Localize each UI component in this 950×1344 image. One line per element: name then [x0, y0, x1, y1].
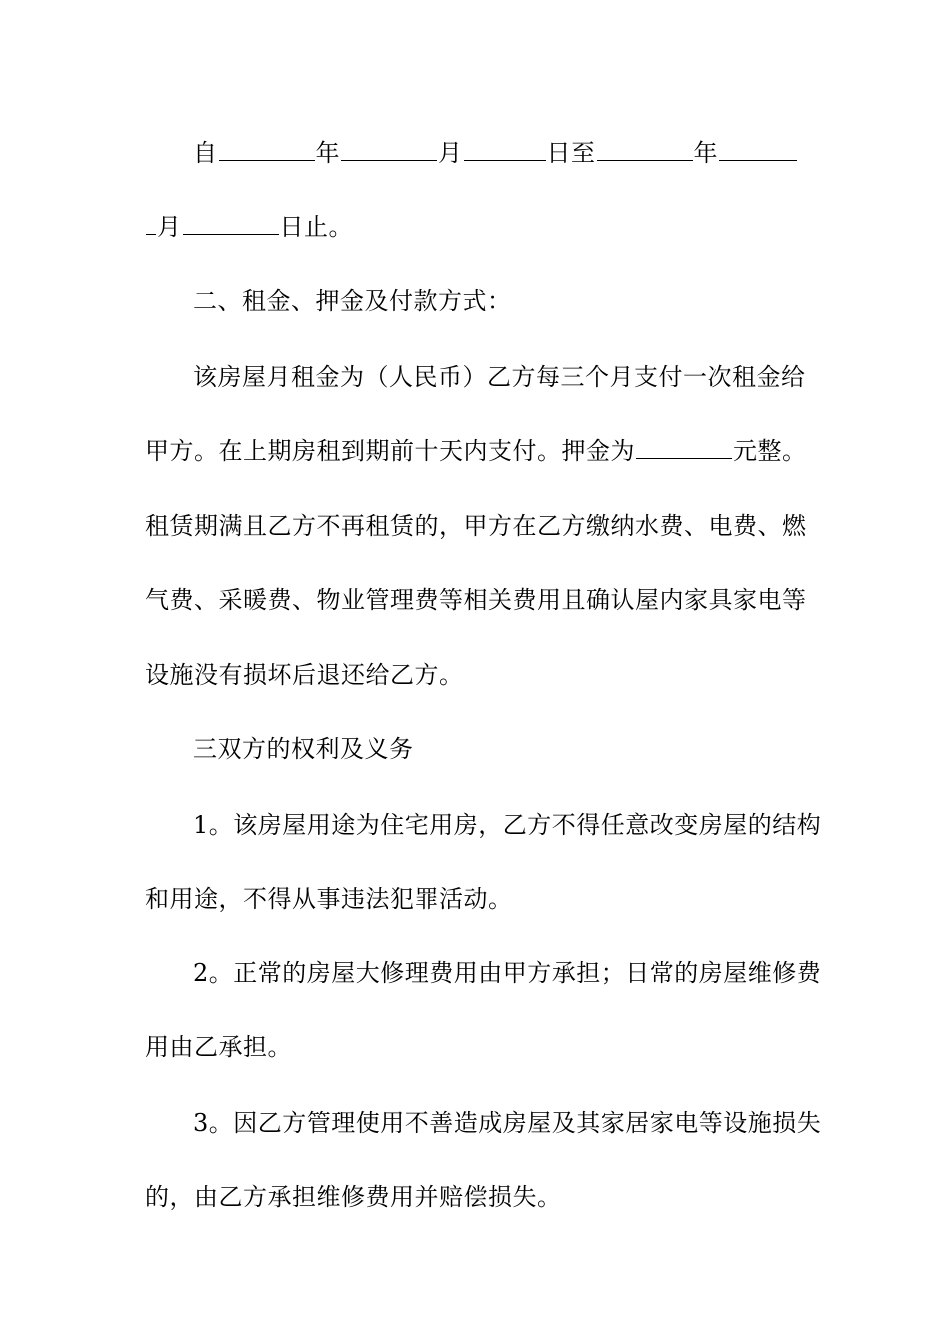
blank-end-month-b[interactable]: [146, 212, 156, 235]
section-2-title: 二、租金、押金及付款方式：: [193, 287, 512, 315]
date-range-line-2: [145, 212, 815, 242]
month-label-2: 月: [157, 213, 182, 241]
blank-end-day[interactable]: [183, 212, 279, 235]
from-label: 自: [193, 139, 218, 167]
year-label-1: 年: [315, 139, 340, 167]
item-2-line-2: 用由乙承担。: [145, 1033, 292, 1061]
blank-end-year[interactable]: [597, 138, 693, 161]
month-label-1: 月: [438, 139, 463, 167]
date-range-line-1: [193, 138, 863, 168]
rent-paragraph-line-5: 设施没有损坏后退还给乙方。: [145, 661, 464, 689]
item-3-line-2: 的，由乙方承担维修费用并赔偿损失。: [145, 1183, 562, 1211]
rent-paragraph-line-3: 租赁期满且乙方不再租赁的，甲方在乙方缴纳水费、电费、燃: [145, 512, 807, 540]
blank-deposit-amount[interactable]: [636, 436, 732, 459]
rent-paragraph-line-2: [145, 436, 815, 466]
rent-paragraph-line-1: 该房屋月租金为（人民币）乙方每三个月支付一次租金给: [193, 363, 806, 391]
item-1-line-2: 和用途，不得从事违法犯罪活动。: [145, 885, 513, 913]
item-1-line-1: 1。该房屋用途为住宅用房，乙方不得任意改变房屋的结构: [193, 811, 822, 839]
blank-start-year[interactable]: [219, 138, 315, 161]
blank-start-month[interactable]: [341, 138, 437, 161]
item-3-line-1: 3。因乙方管理使用不善造成房屋及其家居家电等设施损失: [193, 1109, 822, 1137]
end-label: 日止。: [279, 213, 353, 241]
deposit-text: 甲方。在上期房租到期前十天内支付。押金为: [145, 437, 635, 465]
blank-start-day[interactable]: [464, 138, 546, 161]
year-label-2: 年: [693, 139, 718, 167]
day-to-label: 日至: [546, 139, 596, 167]
item-2-line-1: 2。正常的房屋大修理费用由甲方承担；日常的房屋维修费: [193, 959, 822, 987]
rent-paragraph-line-4: 气费、采暖费、物业管理费等相关费用且确认屋内家具家电等: [145, 586, 807, 614]
deposit-unit: 元整。: [733, 437, 807, 465]
section-3-title: 三双方的权利及义务: [193, 735, 414, 763]
blank-end-month-a[interactable]: [719, 138, 797, 161]
